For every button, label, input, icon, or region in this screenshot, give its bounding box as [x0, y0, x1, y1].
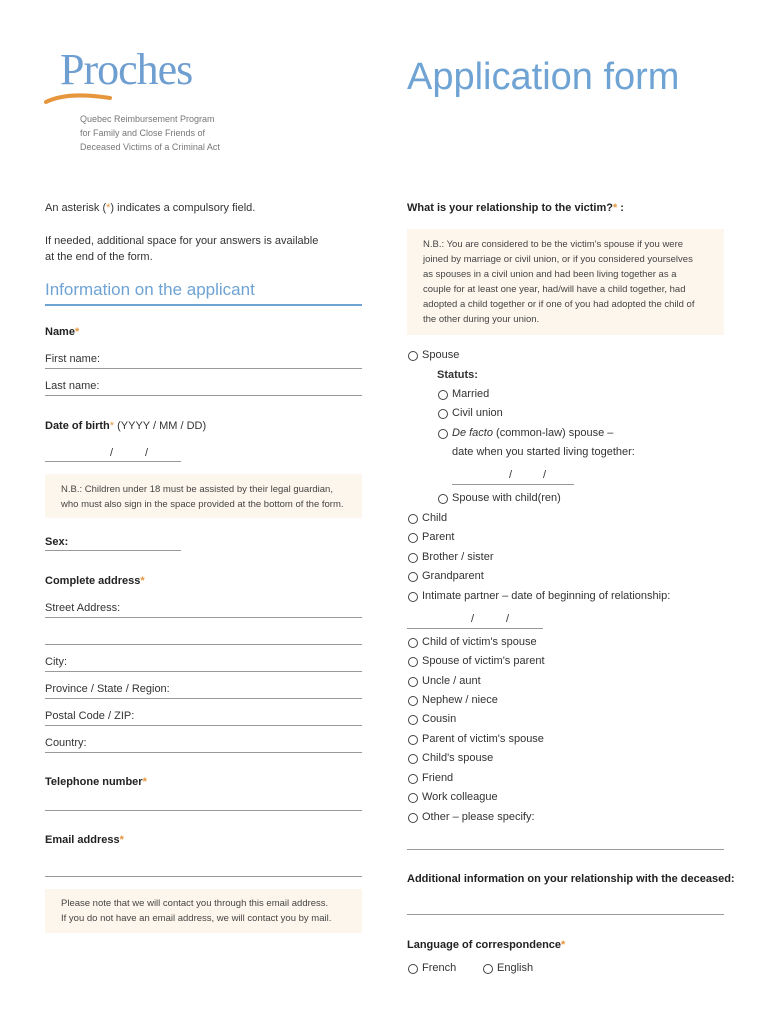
- guardian-note-line: who must also sign in the space provided at the bottom of the form.: [61, 499, 344, 510]
- phone-field[interactable]: [45, 810, 362, 811]
- postal-field[interactable]: [45, 725, 362, 726]
- asterisk-symbol: *: [106, 202, 111, 214]
- label-spouse-with-child: Spouse with child(ren): [452, 492, 561, 504]
- street-field-2[interactable]: [45, 644, 362, 645]
- label-intimate-partner: Intimate partner – date of beginning of relationship:: [422, 590, 671, 602]
- dob-slash: /: [110, 447, 114, 459]
- intimate-partner-date-field[interactable]: [407, 628, 543, 629]
- logo-tagline: [80, 112, 220, 154]
- tagline-line: Deceased Victims of a Criminal Act: [80, 142, 220, 152]
- label-date-living: date when you started living together:: [452, 446, 635, 458]
- relationship-question-end: :: [617, 202, 624, 214]
- label-french: French: [422, 962, 457, 974]
- sex-label: Sex:: [45, 536, 69, 548]
- label-uncle-aunt: Uncle / aunt: [422, 675, 481, 687]
- radio-other[interactable]: [408, 813, 418, 823]
- postal-label: Postal Code / ZIP:: [45, 710, 135, 722]
- province-field[interactable]: [45, 698, 362, 699]
- required-star: *: [612, 202, 618, 214]
- label-english: English: [497, 962, 534, 974]
- spouse-note: [407, 229, 724, 335]
- label-parent: Parent: [422, 531, 455, 543]
- spouse-note-line: couple for at least one year, had/will have a child together, had: [423, 284, 686, 295]
- space-note-line: at the end of the form.: [45, 251, 153, 263]
- email-label: [45, 834, 124, 846]
- partner-date-slash: /: [506, 613, 510, 625]
- name-label: [45, 326, 79, 338]
- label-de-facto-italic: De facto: [452, 427, 493, 439]
- spouse-note-line: as spouses in a civil union and had been living together as a: [423, 269, 677, 280]
- email-note: [45, 889, 362, 933]
- address-label: [45, 575, 145, 587]
- radio-intimate-partner[interactable]: [408, 592, 418, 602]
- section-rule: [45, 304, 362, 306]
- asterisk-note: [45, 202, 255, 214]
- label-nephew-niece: Nephew / niece: [422, 694, 498, 706]
- label-grandparent: Grandparent: [422, 570, 484, 582]
- relationship-question-text: What is your relationship to the victim?: [407, 202, 613, 214]
- radio-grandparent[interactable]: [408, 572, 418, 582]
- tagline-line: Quebec Reimbursement Program: [80, 114, 215, 124]
- required-star: *: [140, 575, 145, 587]
- page-title: Application form: [407, 56, 680, 98]
- country-field[interactable]: [45, 752, 362, 753]
- name-label-text: Name: [45, 326, 75, 338]
- spouse-note-line: the other during your union.: [423, 314, 540, 325]
- additional-info-field[interactable]: [407, 914, 724, 915]
- dob-format: (YYYY / MM / DD): [117, 420, 207, 432]
- date-living-slash: /: [509, 469, 513, 481]
- section-title-applicant: Information on the applicant: [45, 280, 255, 299]
- label-parent-of-spouse: Parent of victim's spouse: [422, 733, 544, 745]
- radio-spouse-with-child[interactable]: [438, 494, 448, 504]
- province-label: Province / State / Region:: [45, 683, 170, 695]
- label-spouse-of-parent: Spouse of victim's parent: [422, 655, 545, 667]
- partner-date-slash: /: [471, 613, 475, 625]
- required-star: *: [142, 776, 147, 788]
- required-star: *: [119, 834, 124, 846]
- street-field[interactable]: [45, 617, 362, 618]
- radio-english[interactable]: [483, 964, 493, 974]
- relationship-question: [407, 202, 624, 214]
- required-star: *: [74, 326, 80, 338]
- asterisk-note-post: ) indicates a compulsory field.: [110, 202, 256, 214]
- tagline-line: for Family and Close Friends of: [80, 128, 206, 138]
- radio-childs-spouse[interactable]: [408, 754, 418, 764]
- radio-spouse[interactable]: [408, 351, 418, 361]
- guardian-note-line: N.B.: Children under 18 must be assisted by their legal guardian,: [61, 484, 333, 495]
- radio-parent[interactable]: [408, 533, 418, 543]
- radio-spouse-of-parent[interactable]: [408, 657, 418, 667]
- label-child-of-spouse: Child of victim's spouse: [422, 636, 537, 648]
- label-civil-union: Civil union: [452, 407, 503, 419]
- last-name-label: Last name:: [45, 380, 100, 392]
- label-cousin: Cousin: [422, 713, 457, 725]
- radio-work-colleague[interactable]: [408, 793, 418, 803]
- label-brother-sister: Brother / sister: [422, 551, 494, 563]
- dob-label-text: Date of birth: [45, 420, 110, 432]
- radio-married[interactable]: [438, 390, 448, 400]
- label-de-facto: [452, 427, 613, 439]
- label-childs-spouse: Child's spouse: [422, 752, 494, 764]
- spouse-note-line: N.B.: You are considered to be the victim's spouse if you were: [423, 239, 684, 250]
- street-label: Street Address:: [45, 602, 121, 614]
- radio-de-facto[interactable]: [438, 429, 448, 439]
- date-living-slash: /: [543, 469, 547, 481]
- phone-label-text: Telephone number: [45, 776, 143, 788]
- email-note-line: Please note that we will contact you through this email address.: [61, 898, 329, 909]
- required-star: *: [109, 420, 115, 432]
- dob-label: [45, 420, 206, 432]
- spouse-note-line: joined by marriage or civil union, or if you considered yourselves: [423, 254, 693, 265]
- radio-uncle-aunt[interactable]: [408, 677, 418, 687]
- first-name-field[interactable]: [45, 368, 362, 369]
- label-de-facto-rest: (common-law) spouse –: [492, 427, 614, 439]
- radio-child[interactable]: [408, 514, 418, 524]
- language-label-text: Language of correspondence: [407, 939, 562, 951]
- radio-cousin[interactable]: [408, 715, 418, 725]
- space-note-line: If needed, additional space for your answers is available: [45, 235, 319, 247]
- radio-nephew-niece[interactable]: [408, 696, 418, 706]
- guardian-note: [45, 474, 362, 518]
- email-note-line: If you do not have an email address, we will contact you by mail.: [61, 913, 332, 924]
- other-specify-field[interactable]: [407, 849, 724, 850]
- additional-info-label: Additional information on your relationship with the deceased:: [407, 873, 735, 885]
- sex-field[interactable]: [45, 550, 181, 551]
- logo: Proches: [60, 45, 193, 94]
- city-field[interactable]: [45, 671, 362, 672]
- last-name-field[interactable]: [45, 395, 362, 396]
- email-field[interactable]: [45, 876, 362, 877]
- radio-child-of-spouse[interactable]: [408, 638, 418, 648]
- date-living-field[interactable]: [452, 484, 574, 485]
- city-label: City:: [45, 656, 67, 668]
- dob-field[interactable]: [45, 461, 181, 462]
- address-label-text: Complete address: [45, 575, 141, 587]
- radio-civil-union[interactable]: [438, 409, 448, 419]
- asterisk-note-pre: An asterisk (: [45, 202, 107, 214]
- label-work-colleague: Work colleague: [422, 791, 498, 803]
- language-label: [407, 939, 565, 951]
- country-label: Country:: [45, 737, 87, 749]
- email-label-text: Email address: [45, 834, 120, 846]
- label-other: Other – please specify:: [422, 811, 535, 823]
- radio-brother-sister[interactable]: [408, 553, 418, 563]
- space-note: [45, 233, 318, 265]
- phone-label: [45, 776, 147, 788]
- first-name-label: First name:: [45, 353, 101, 365]
- radio-friend[interactable]: [408, 774, 418, 784]
- radio-parent-of-spouse[interactable]: [408, 735, 418, 745]
- status-label: Statuts:: [437, 369, 478, 381]
- label-married: Married: [452, 388, 490, 400]
- spouse-note-line: adopted a child together or if one of you had adopted the child of: [423, 299, 695, 310]
- required-star: *: [561, 939, 566, 951]
- label-child: Child: [422, 512, 448, 524]
- dob-slash: /: [145, 447, 149, 459]
- label-spouse: Spouse: [422, 349, 460, 361]
- radio-french[interactable]: [408, 964, 418, 974]
- label-friend: Friend: [422, 772, 454, 784]
